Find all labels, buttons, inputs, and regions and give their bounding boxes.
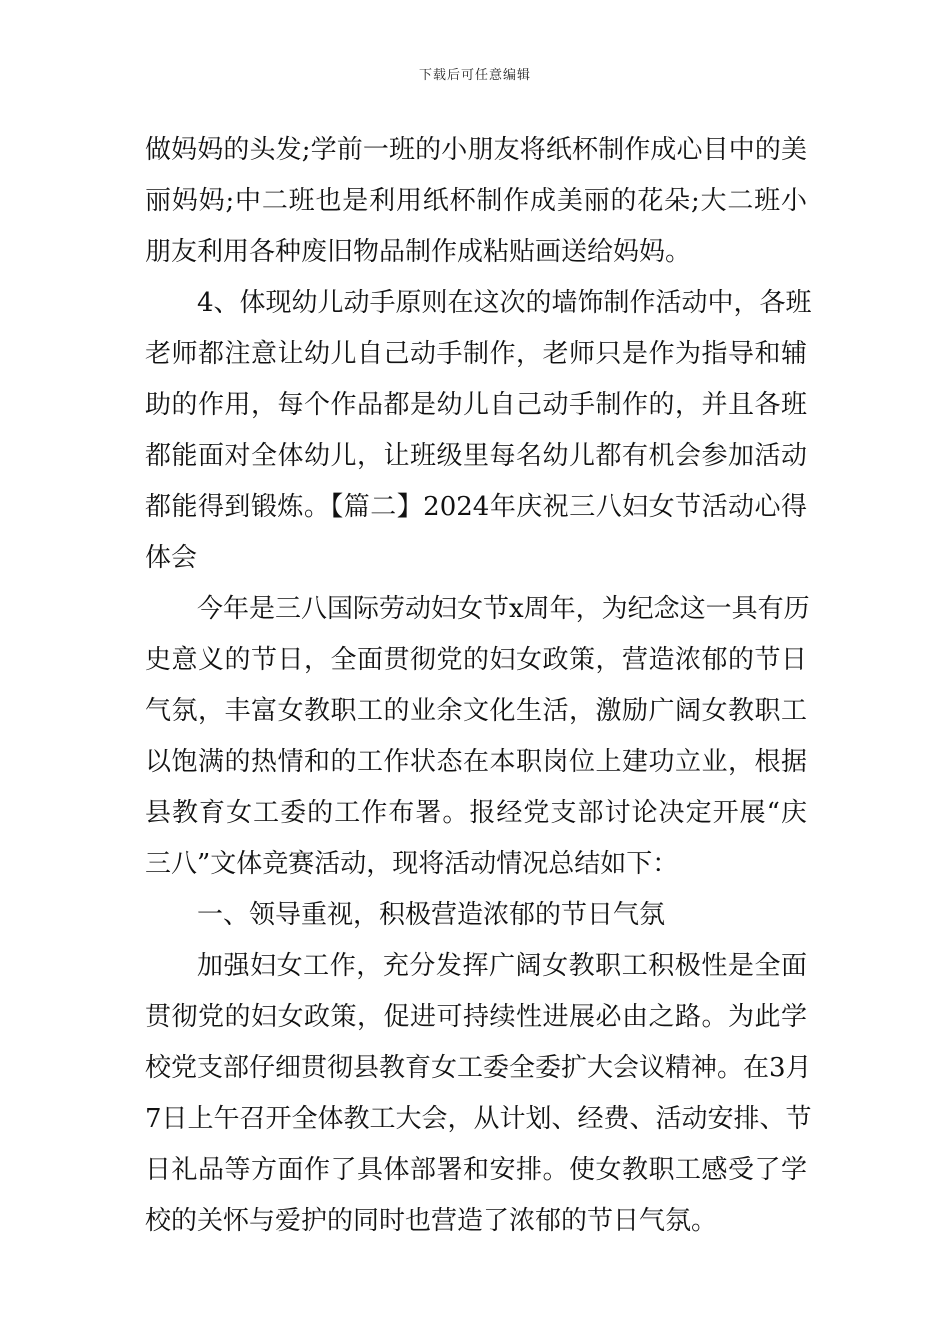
text-line: 校的关怀与爱护的同时也营造了浓郁的节日气氛。 bbox=[145, 1206, 718, 1236]
text-line: 县教育女工委的工作布署。报经党支部讨论决定开展“庆 bbox=[145, 798, 807, 828]
text-line: 老师都注意让幼儿自己动手制作，老师只是作为指导和辅 bbox=[145, 339, 807, 369]
text-line: 三八”文体竞赛活动，现将活动情况总结如下： bbox=[145, 849, 679, 879]
page-header: 下载后可任意编辑 bbox=[418, 68, 531, 83]
text-line: 助的作用，每个作品都是幼儿自己动手制作的，并且各班 bbox=[145, 390, 807, 420]
text-line: 都能面对全体幼儿，让班级里每名幼儿都有机会参加活动 bbox=[145, 441, 807, 471]
text-line: 7日上午召开全体教工大会，从计划、经费、活动安排、节 bbox=[145, 1104, 812, 1134]
text-line: 史意义的节日，全面贯彻党的妇女政策，营造浓郁的节日 bbox=[145, 645, 807, 675]
paragraph-start-line: 加强妇女工作，充分发挥广阔女教职工积极性是全面 bbox=[197, 951, 807, 981]
text-line: 以饱满的热情和的工作状态在本职岗位上建功立业，根据 bbox=[145, 747, 807, 777]
text-line: 做妈妈的头发;学前一班的小朋友将纸杯制作成心目中的美 bbox=[145, 135, 807, 165]
text-line: 贯彻党的妇女政策，促进可持续性进展必由之路。为此学 bbox=[145, 1002, 807, 1032]
text-line: 朋友利用各种废旧物品制作成粘贴画送给妈妈。 bbox=[145, 237, 692, 267]
text-line: 都能得到锻炼。【篇二】2024年庆祝三八妇女节活动心得 bbox=[145, 492, 807, 522]
text-line: 气氛，丰富女教职工的业余文化生活，激励广阔女教职工 bbox=[145, 696, 807, 726]
text-line: 体会 bbox=[145, 543, 198, 573]
text-line: 日礼品等方面作了具体部署和安排。使女教职工感受了学 bbox=[145, 1155, 807, 1185]
paragraph-start-line: 今年是三八国际劳动妇女节x周年，为纪念这一具有历 bbox=[197, 594, 810, 624]
section-heading: 一、领导重视，积极营造浓郁的节日气氛 bbox=[197, 900, 666, 930]
document-body bbox=[145, 125, 812, 1247]
paragraph-start-line: 4、体现幼儿动手原则在这次的墙饰制作活动中，各班 bbox=[197, 288, 812, 318]
text-line: 校党支部仔细贯彻县教育女工委全委扩大会议精神。在3月 bbox=[145, 1053, 812, 1083]
text-line: 丽妈妈;中二班也是利用纸杯制作成美丽的花朵;大二班小 bbox=[145, 186, 807, 216]
